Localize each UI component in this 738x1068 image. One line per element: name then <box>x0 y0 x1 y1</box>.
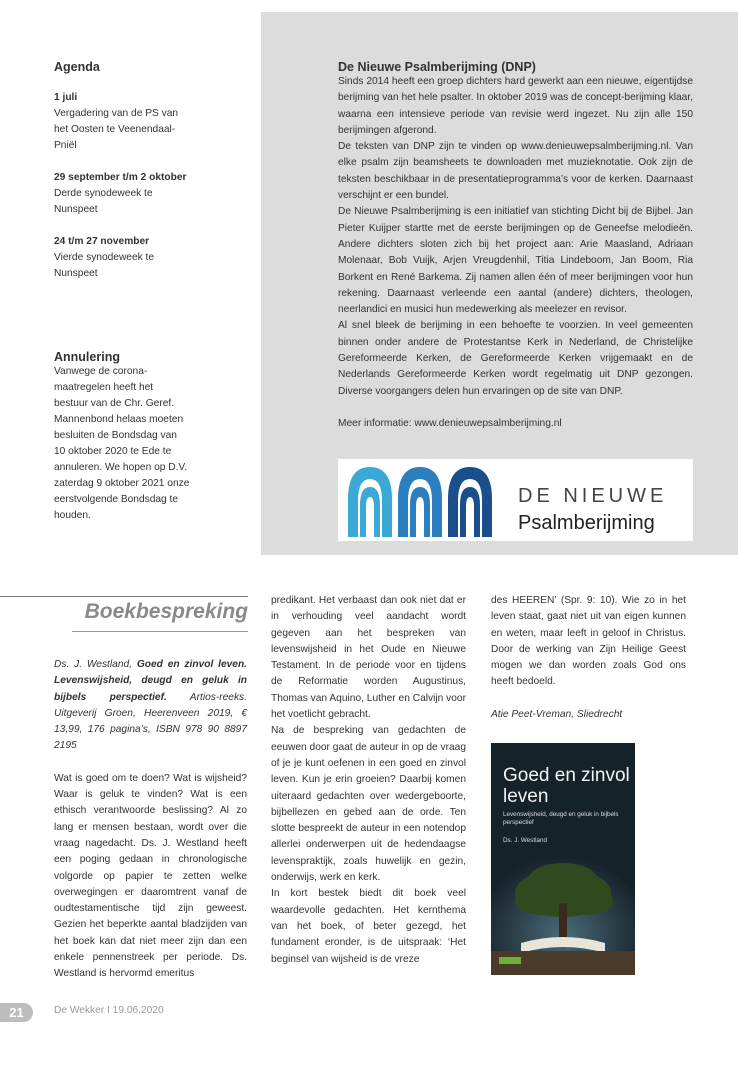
review-paragraph: des HEEREN’ (Spr. 9: 10). Wie zo in het leven staat, gaat niet uit van eigen kunnen en weten, maar leeft in geloof in Christus. Door de werking van Zijn Heilige Geest mogen we dan worden zoals God ons heeft bedoeld. <box>491 595 686 688</box>
section-title: Boekbespreking <box>84 600 248 623</box>
agenda-line: Vierde synodeweek te <box>54 252 155 263</box>
book-cover-author: Ds. J. Westland <box>503 837 547 844</box>
agenda-line: Vergadering van de PS van <box>54 108 179 119</box>
annulering-line: Mannenbond helaas moeten <box>54 414 184 425</box>
agenda-line: Nunspeet <box>54 204 98 215</box>
book-citation <box>54 657 247 755</box>
review-column-1 <box>54 657 247 983</box>
annulering-line: bestuur van de Chr. Geref. <box>54 398 175 409</box>
annulering-line: eerstvolgende Bondsdag te <box>54 494 179 505</box>
dnp-title: De Nieuwe Psalmberijming (DNP) <box>338 60 536 74</box>
agenda-date-3: 24 t/m 27 november <box>54 236 150 247</box>
dnp-logo-text-top: DE NIEUWE <box>518 485 668 507</box>
annulering-line: Vanwege de corona- <box>54 366 148 377</box>
annulering-line: besluiten de Bondsdag van <box>54 430 177 441</box>
dnp-paragraph: De teksten van DNP zijn te vinden op www.denieuwepsalmberijming.nl. Van elke psalm zijn beamsheets te downloaden met muzieknotatie. Ook zijn de teksten beschikbaar in de presentatieprogramma’s voor de kerken. Daarnaast verschijnt er een bundel. <box>338 141 693 202</box>
agenda-title: Agenda <box>54 60 100 74</box>
review-paragraph: In kort bestek biedt dit boek veel waardevolle gedachten. Het kernthema van het boek, of beter gezegd, het fundament eronder, is de uitspraak: ‘Het beginsel van wijsheid is de vreze <box>271 888 466 965</box>
annulering-title: Annulering <box>54 350 120 364</box>
citation-details: Artios-reeks. Uitgeverij Groen, Heerenveen 2019, € 13,99, 176 pagina’s, ISBN 978 90 8897 2195 <box>54 691 247 752</box>
dnp-paragraph: De Nieuwe Psalmberijming is een initiatief van stichting Dicht bij de Bijbel. Jan Pieter Kuijper startte met de eerste berijmingen op de Geneefse melodieën. Andere dichters sloten zich bij het project aan: Arie Maasland, Adriaan Molenaar, Bob Vuijk, Arjen Vreugdenhil, Titia Lindeboom, Jan Boom, Ria Borkent en René Barkema. Zij namen allen één of meer berijmingen voor hun rekening. Daarnaast verleende een aantal (andere) dichters, theologen, neerlandici en musici hun medewerking als meelezer en revisor. <box>338 206 693 316</box>
section-rule-bottom <box>72 631 248 632</box>
review-paragraph: predikant. Het verbaast dan ook niet dat er in verhouding veel aandacht wordt gegeven aan het bespreken van levenswijsheid in het Oude en Nieuwe Testament. In de periode voor en tijdens de Reformatie worden Augustinus, Thomas van Aquino, Luther en Calvijn voor het voetlicht gebracht. <box>271 595 466 721</box>
annulering-block <box>54 350 254 524</box>
dnp-logo <box>338 459 693 541</box>
agenda-date-1: 1 juli <box>54 92 78 103</box>
agenda-line: het Oosten te Veenendaal- <box>54 124 176 135</box>
footer-publication: De Wekker I 19.06.2020 <box>54 1005 164 1016</box>
dnp-more-info: Meer informatie: www.denieuwepsalmberijming.nl <box>338 417 562 429</box>
citation-author: Ds. J. Westland, <box>54 659 137 670</box>
review-paragraph: Na de bespreking van gedachten de eeuwen door gaat de auteur in op de vraag of je je kunt oefenen in een goed en zinvol leven. Kun je erin groeien? Daarbij komen uiteraard gedachten over wedergeboorte, bijbellezen en gebed aan de orde. Ten slotte bespreekt de auteur in een notendop allerlei onderwerpen uit de hedendaagse levenspraktijk, zoals huwelijk en gezin, onderwijs, werk en kerk. <box>271 725 466 884</box>
agenda-date-2: 29 september t/m 2 oktober <box>54 172 187 183</box>
annulering-line: annuleren. We hopen op D.V. <box>54 462 188 473</box>
agenda-line: Pniël <box>54 140 77 151</box>
dnp-paragraph: Al snel bleek de berijming in een behoefte te voorzien. In veel gemeenten binnen onder andere de Protestantse Kerk in Nederland, de Christelijke Gereformeerde Kerken, de Gereformeerde Kerken vrijgemaakt en de Nederlands Gereformeerde Kerken wordt regelmatig uit DNP gezongen. Diverse voorgangers delen hun ervaringen op de site van DNP. <box>338 320 693 397</box>
dnp-logo-arches-icon <box>338 459 518 541</box>
page-number: 21 <box>0 1003 33 1022</box>
annulering-line: houden. <box>54 510 91 521</box>
reviewer-name: Atie Peet-Vreman, Sliedrecht <box>491 708 623 720</box>
citation-title: Goed en zinvol leven. Levenswijsheid, deugd en geluk in bijbels perspectief. <box>54 659 247 703</box>
dnp-logo-text-bottom: Psalmberijming <box>518 512 655 534</box>
agenda-line: Derde synodeweek te <box>54 188 153 199</box>
annulering-line: 10 oktober 2020 te Ede te <box>54 446 172 457</box>
annulering-line: zaterdag 9 oktober 2021 onze <box>54 478 190 489</box>
agenda-block <box>54 60 254 282</box>
dnp-article <box>338 60 693 432</box>
dnp-paragraph: Sinds 2014 heeft een groep dichters hard gewerkt aan een nieuwe, eigentijdse berijming van het hele psalter. In oktober 2019 was de concept-berijming klaar, waarna een intensieve periode van revisie werd ingezet. Nu zijn alle 150 berijmingen afgerond. <box>338 76 693 136</box>
review-column-2 <box>271 593 466 968</box>
annulering-line: maatregelen heeft het <box>54 382 154 393</box>
book-cover-subtitle: Levenswijsheid, deugd en geluk in bijbels perspectief <box>503 811 619 826</box>
review-column-3 <box>491 593 686 723</box>
book-cover-title: Goed en zinvol leven <box>503 765 630 807</box>
agenda-line: Nunspeet <box>54 268 98 279</box>
review-paragraph: Wat is goed om te doen? Wat is wijsheid? Waar is geluk te vinden? Wat is een ethisch verantwoorde beslissing? Al zo lang er mensen bestaan, wordt over die vraag nagedacht. Ds. J. Westland heeft een poging gedaan in chronologische volgorde op papier te zetten welke overwegingen er daaromtrent vanaf de oudtestamentische tijd zijn geweest. Gezien het beperkte aantal bladzijden van het boek kan dat niet meer zijn dan een enkele pennenstreek per periode. Ds. Westland is hervormd emeritus <box>54 772 247 980</box>
section-rule <box>0 596 248 597</box>
book-cover <box>491 743 635 975</box>
